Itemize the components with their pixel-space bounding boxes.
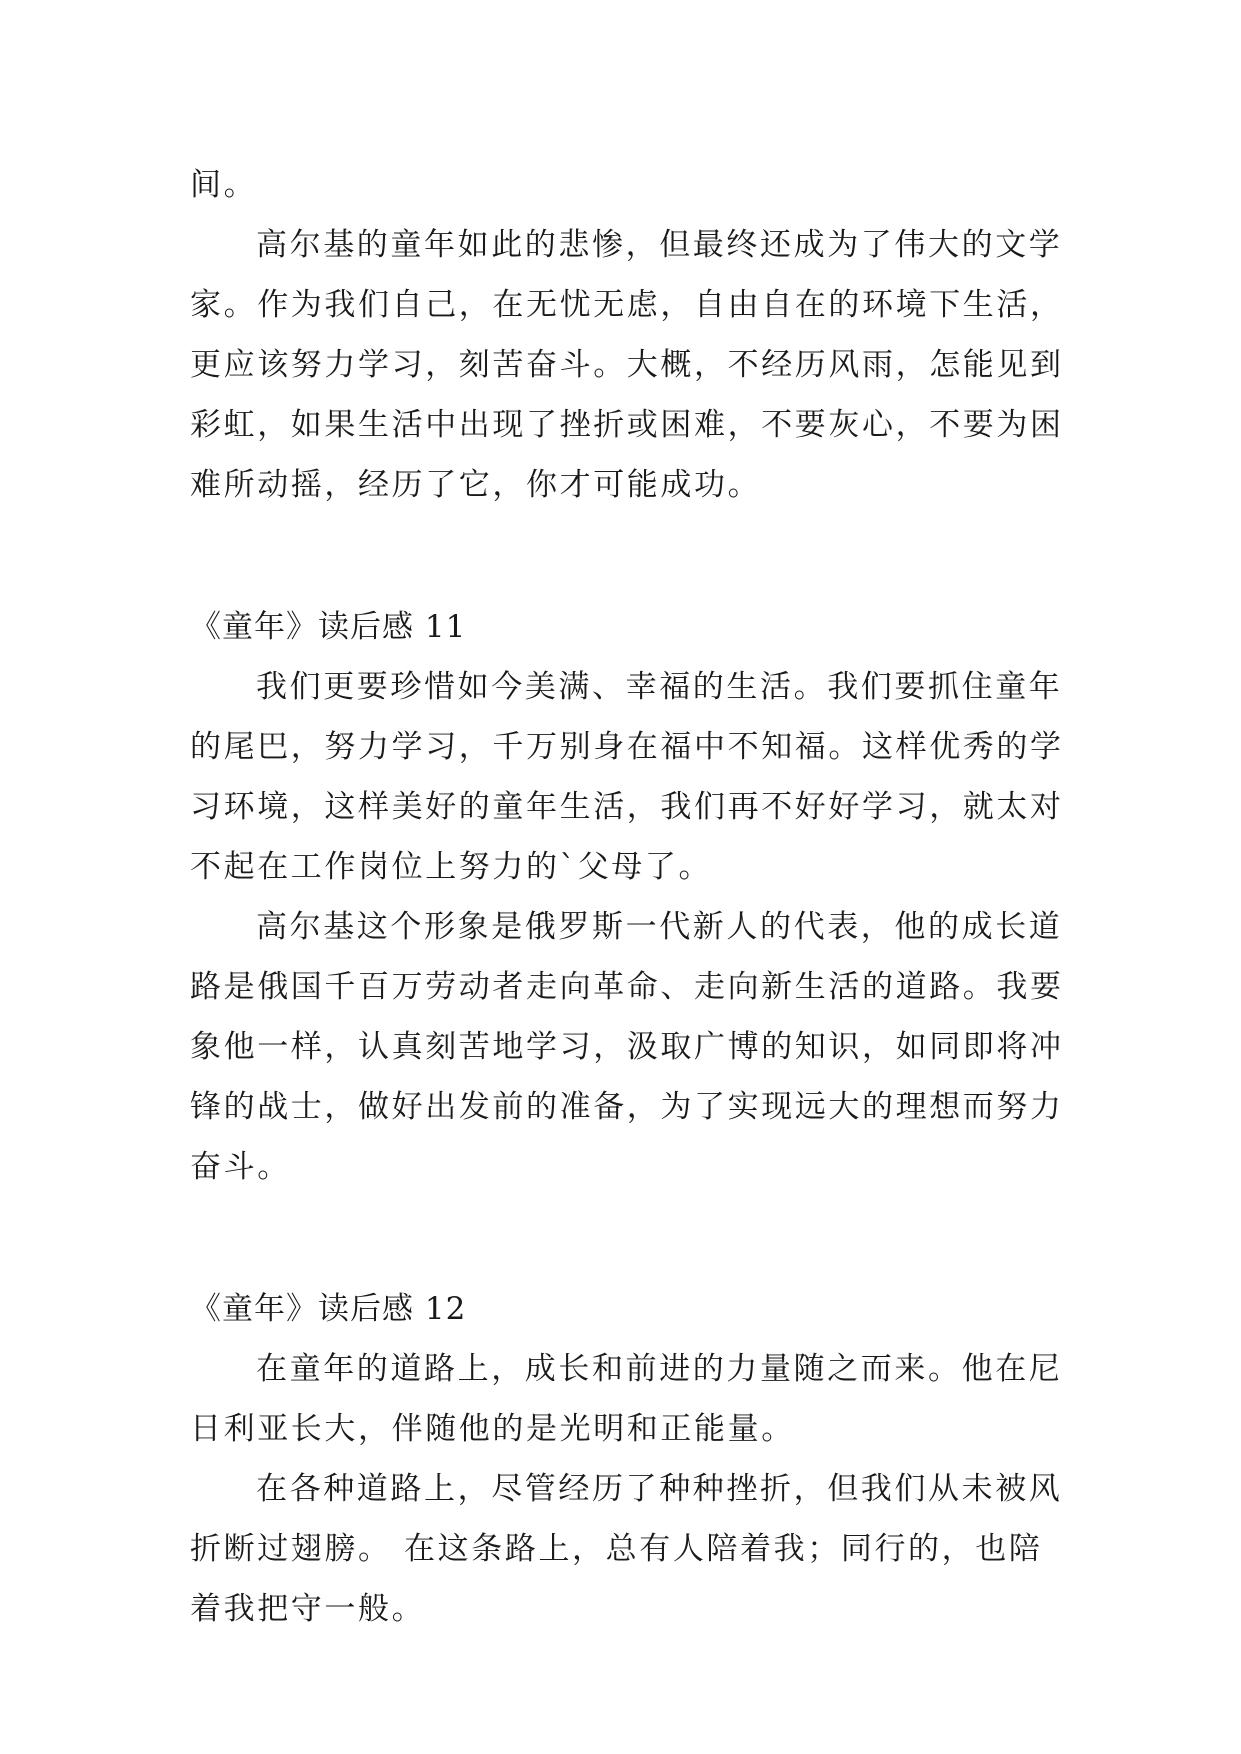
paragraph-line: 着我把守一般。 bbox=[190, 1591, 426, 1627]
paragraph-line: 锋的战士，做好出发前的准备，为了实现远大的理想而努力 bbox=[190, 1089, 1064, 1125]
paragraph-line: 不起在工作岗位上努力的`父母了。 bbox=[190, 849, 713, 885]
section-heading: 《童年》读后感 11 bbox=[190, 609, 467, 645]
paragraph-line: 日利亚长大，伴随他的是光明和正能量。 bbox=[190, 1411, 795, 1447]
section-gap bbox=[190, 515, 1070, 597]
paragraph-line: 象他一样，认真刻苦地学习，汲取广博的知识，如同即将冲 bbox=[190, 1029, 1064, 1065]
paragraph-line: 间。 bbox=[190, 167, 258, 203]
paragraph-line: 习环境，这样美好的童年生活，我们再不好好学习，就太对 bbox=[190, 789, 1064, 825]
paragraph-line: 奋斗。 bbox=[190, 1149, 291, 1185]
paragraph-line: 更应该努力学习，刻苦奋斗。大概，不经历风雨，怎能见到 bbox=[190, 347, 1064, 383]
paragraph-line: 彩虹，如果生活中出现了挫折或困难，不要灰心，不要为困 bbox=[190, 407, 1064, 443]
paragraph-line: 高尔基这个形象是俄罗斯一代新人的代表，他的成长道 bbox=[256, 909, 1063, 945]
section-continuation bbox=[190, 155, 1070, 515]
paragraph-line: 的尾巴，努力学习，千万别身在福中不知福。这样优秀的学 bbox=[190, 729, 1064, 765]
paragraph-line: 在各种道路上，尽管经历了种种挫折，但我们从未被风 bbox=[256, 1471, 1063, 1507]
paragraph-line: 在童年的道路上，成长和前进的力量随之而来。他在尼 bbox=[256, 1351, 1063, 1387]
paragraph-line: 路是俄国千百万劳动者走向革命、走向新生活的道路。我要 bbox=[190, 969, 1064, 1005]
section-heading: 《童年》读后感 12 bbox=[190, 1291, 467, 1327]
section-11 bbox=[190, 597, 1070, 1197]
paragraph-line: 折断过翅膀。 在这条路上，总有人陪着我；同行的，也陪 bbox=[190, 1531, 1043, 1567]
paragraph-line: 高尔基的童年如此的悲惨，但最终还成为了伟大的文学 bbox=[256, 227, 1063, 263]
section-gap bbox=[190, 1197, 1070, 1279]
section-12 bbox=[190, 1279, 1070, 1639]
paragraph-line: 家。作为我们自己，在无忧无虑，自由自在的环境下生活， bbox=[190, 287, 1064, 323]
paragraph-line: 我们更要珍惜如今美满、幸福的生活。我们要抓住童年 bbox=[256, 669, 1063, 705]
document-body bbox=[190, 155, 1070, 1639]
paragraph-line: 难所动摇，经历了它，你才可能成功。 bbox=[190, 467, 762, 503]
